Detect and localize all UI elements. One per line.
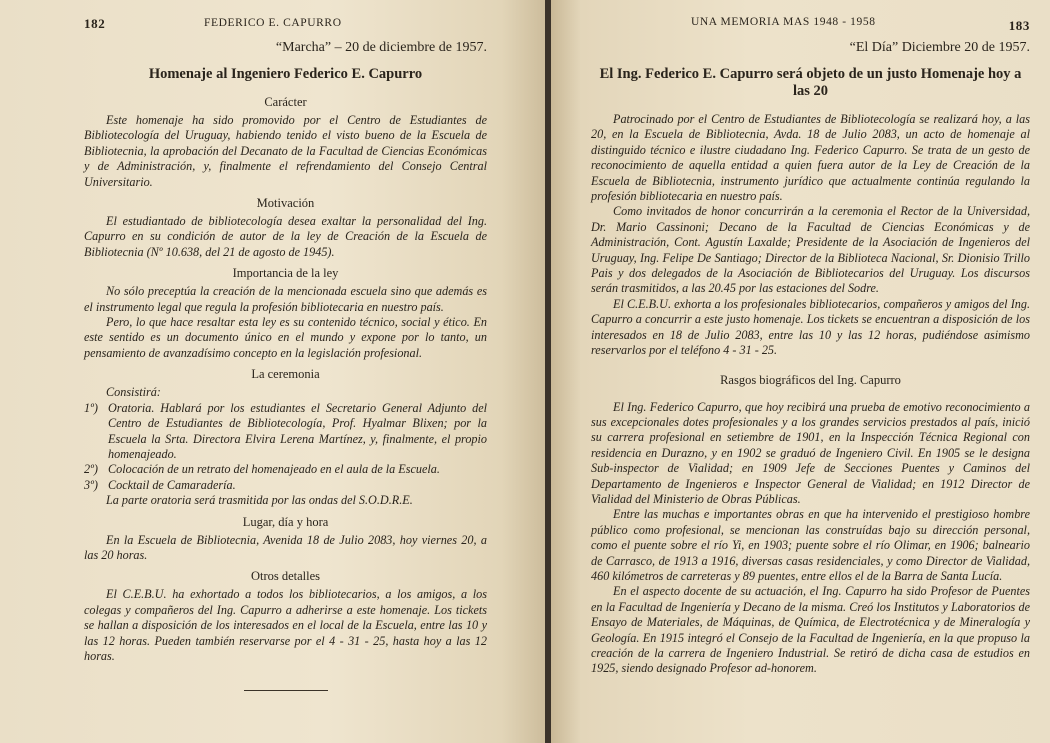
list-item xyxy=(84,462,487,477)
ceremony-list xyxy=(84,401,487,493)
list-item-text: Cocktail de Camaradería. xyxy=(108,477,236,492)
list-item xyxy=(84,478,487,493)
list-item-number: 1º) xyxy=(84,400,98,415)
paragraph-importancia-2: Pero, lo que hace resaltar esta ley es su contenido técnico, social y ético. En este sentido es un documento único en el mundo y expone por lo tanto, un pensamiento de avanzadísimo concepto en la legislación profesional. xyxy=(84,315,487,360)
heading-importancia: Importancia de la ley xyxy=(232,266,339,281)
list-item xyxy=(84,401,487,463)
end-rule xyxy=(244,690,328,691)
paragraph-4: El Ing. Federico Capurro, que hoy recibirá una prueba de emotivo reconocimiento a sus excepcionales dotes profesionales y a los grandes servicios prestados al país, inició su carrera profesional en setiembre de 1901, en la Inspección Técnica Regional con residencia en Durazno, y en 1902 se graduó de Ingeniero Civil. En 1905 se le designa Sub-inspector de Vialidad; en 1909 Jefe de Secciones Puentes y Caminos del Departamento de Ingenieros e Inspector General de Vialidad; en 1912 Director de Vialidad del Ministerio de Obras Públicas. xyxy=(591,399,1030,506)
heading-otros: Otros detalles xyxy=(250,569,321,584)
left-article-title: Homenaje al Ingeniero Federico E. Capurro xyxy=(148,66,423,82)
list-item-number: 2º) xyxy=(84,462,98,477)
heading-ceremonia: La ceremonia xyxy=(251,367,320,382)
list-item-text: Oratoria. Hablará por los estudiantes el Secretario General Adjunto del Centro de Estudiantes de Bibliotecología, Prof. Hyalmar Blixen; por la Escuela la Srta. Directora Elvira Lerena Martínez, y, finalmente, el propio homenajeado. xyxy=(108,400,487,461)
paragraph-6: En el aspecto docente de su actuación, el Ing. Capurro ha sido Profesor de Puentes en la Facultad de Ingeniería y Decano de la misma. Creó los Institutos y Laboratorios de Ensayo de Materiales, de Máquinas, de Química, de Electrotécnica y de Mineralogía y Geología. En 1915 integró el Consejo de la Facultad de Ingeniería, en la que propuso la creación de la carrera de Ingeniero Industrial. Se retiró de dicha casa de estudios en 1925, siendo designado Profesor ad-honorem. xyxy=(591,584,1030,676)
paragraph-caracter: Este homenaje ha sido promovido por el Centro de Estudiantes de Bibliotecología del Uruguay, habiendo tenido el visto bueno de la Escuela de Bibliotecnia, la aprobación del Decanato de la Facultad de Ciencias Económicas y de Administración, y, finalmente el refrendamiento del Consejo Central Universitario. xyxy=(84,113,487,189)
left-page-number: 182 xyxy=(84,16,106,31)
right-page xyxy=(551,0,1050,743)
paragraph-motivacion: El estudiantado de bibliotecología desea exaltar la personalidad del Ing. Capurro en su condición de autor de la ley de Creación de la Escuela de Bibliotecnia (Nº 10.638, del 21 de agosto de 1945). xyxy=(84,214,487,259)
right-running-header xyxy=(591,12,1030,34)
paragraph-3: El C.E.B.U. exhorta a los profesionales bibliotecarios, compañeros y amigos del Ing. Capurro a concurrir a este justo homenaje. Los tickets se encuentran a disposición de los interesados en 18 de Julio 2083, entre las 10 y las 12 horas, pudiéndose asimismo reservarlos por el teléfono 4 - 31 - 25. xyxy=(591,296,1030,358)
paragraph-lugar: En la Escuela de Bibliotecnia, Avenida 18 de Julio 2083, hoy viernes 20, a las 20 horas. xyxy=(84,532,487,562)
list-item-text: Colocación de un retrato del homenajeado en el aula de la Escuela. xyxy=(108,462,440,477)
paragraph-importancia-1: No sólo preceptúa la creación de la mencionada escuela sino que además es el instrumento legal que regula la profesión bibliotecaria en nuestro país. xyxy=(84,284,487,314)
heading-rasgos: Rasgos biográficos del Ing. Capurro xyxy=(720,372,901,387)
consistira-label: Consistirá: xyxy=(106,385,161,400)
heading-motivacion: Motivación xyxy=(256,196,315,211)
right-article-title: El Ing. Federico E. Capurro será objeto de un justo Homenaje hoy a las 20 xyxy=(599,66,1022,99)
paragraph-otros: El C.E.B.U. ha exhortado a todos los bibliotecarios, a los amigos, a los colegas y compañeros del Ing. Capurro a adherirse a este homenaje. Los tickets se hallan a disposición de los interesados en el local de la Escuela, entre las 10 y las 12 horas. Pueden también reservarse por el 4 - 31 - 25, hasta hoy a las 12 horas. xyxy=(84,587,487,663)
paragraph-oratoria: La parte oratoria será trasmitida por las ondas del S.O.D.R.E. xyxy=(106,493,413,508)
paragraph-1: Patrocinado por el Centro de Estudiantes de Bibliotecología se realizará hoy, a las 20, en la Escuela de Bibliotecnia, Avda. 18 de Julio 2083, un acto de homenaje al distinguido técnico e ilustre ciudadano Ing. Federico Capurro. Se trata de un gesto de reconocimiento de aquella entidad a quien fuera autor de la Ley de Creación de la Escuela de Bibliotecnia, instrumento jurídico que actualmente continúa regulando la profesión bibliotecaria en nuestro país. xyxy=(591,112,1030,204)
right-source-line: “El Día” Diciembre 20 de 1957. xyxy=(849,40,1030,55)
heading-caracter: Carácter xyxy=(264,95,307,109)
paragraph-2: Como invitados de honor concurrirán a la ceremonia el Rector de la Universidad, Dr. Mario Cassinoni; Decano de la Facultad de Ciencias Económicas y de Administración, Cont. Agustín Laxalde; Presidente de la Asociación de Ingenieros del Uruguay, Ing. Felipe De Santiago; Director de la Biblioteca Nacional, Sr. Dionisio Trillo Pais y dos delegados de la Asociación de Bibliotecarios del Uruguay. Los discursos serán trasmitidos, a las 20.45 por las estaciones del Sodre. xyxy=(591,204,1030,296)
left-running-head: FEDERICO E. CAPURRO xyxy=(204,17,342,29)
paragraph-5: Entre las muchas e importantes obras en que ha intervenido el prestigioso hombre público como profesional, se mencionan las construídas bajo su dirección personal, como el puente sobre el río Yi, en 1903; puente sobre el río Olimar, en 1906; balneario de Carrasco, de 1913 a 1916, diversas casas residenciales, y como Director de Vialidad, 460 kilómetros de carreteras y 89 puentes, entre ellos el de la Barra de Santa Lucía. xyxy=(591,507,1030,583)
right-page-number: 183 xyxy=(1008,18,1030,33)
left-running-header xyxy=(84,12,487,34)
left-source-line: “Marcha” – 20 de diciembre de 1957. xyxy=(275,40,487,55)
right-running-head: UNA MEMORIA MAS 1948 - 1958 xyxy=(691,16,876,28)
heading-lugar: Lugar, día y hora xyxy=(242,514,329,529)
list-item-number: 3º) xyxy=(84,477,98,492)
